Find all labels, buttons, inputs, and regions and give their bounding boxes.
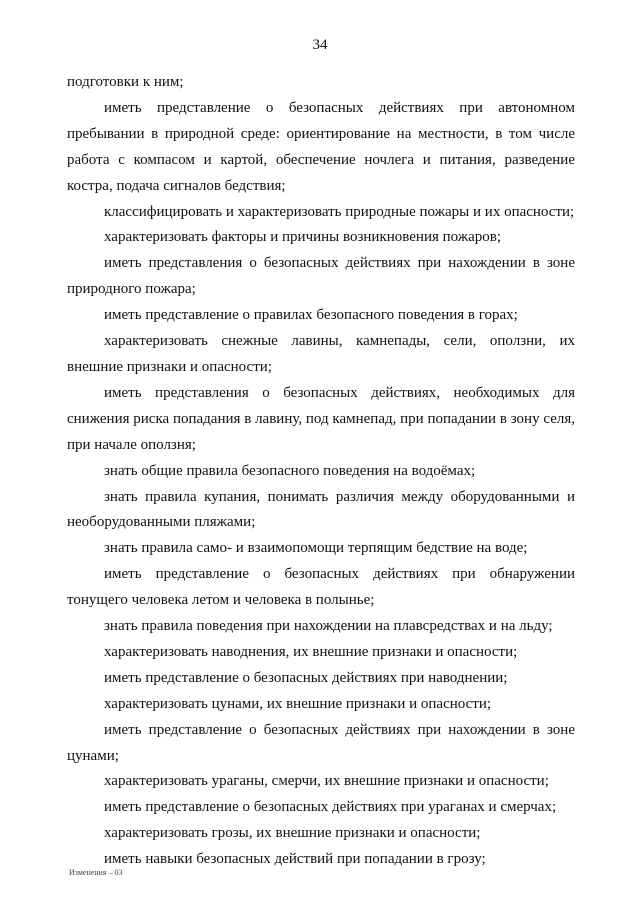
paragraph: иметь представления о безопасных действиях, необходимых для снижения риска попадания в лавину, под камнепад, при попадании в зону селя, при начале оползня; xyxy=(67,384,575,453)
paragraph: характеризовать снежные лавины, камнепады, сели, оползни, их внешние признаки и опасности; xyxy=(67,333,575,375)
paragraph: характеризовать грозы, их внешние признаки и опасности; xyxy=(104,825,481,842)
paragraph: иметь представление о безопасных действиях при автономном пребывании в природной среде: ориентирование на местности, в том числе работа с компасом и картой, обеспечение ночлега и питания, разведение костра, подача сигналов бедствия; xyxy=(67,99,575,194)
paragraph: характеризовать цунами, их внешние признаки и опасности; xyxy=(104,695,492,712)
paragraph: знать общие правила безопасного поведения на водоёмах; xyxy=(104,462,476,479)
paragraph: подготовки к ним; xyxy=(67,74,184,90)
paragraph: иметь представление о безопасных действиях при ураганах и смерчах; xyxy=(104,799,557,816)
paragraph: характеризовать ураганы, смерчи, их внешние признаки и опасности; xyxy=(104,773,549,790)
paragraph: иметь представление о правилах безопасного поведения в горах; xyxy=(104,307,518,324)
paragraph: знать правила купания, понимать различия между оборудованными и необорудованными пляжами; xyxy=(67,488,575,531)
page-number: 34 xyxy=(312,37,328,53)
paragraph: знать правила поведения при нахождении на плавсредствах и на льду; xyxy=(104,618,553,635)
paragraph: иметь представления о безопасных действиях при нахождении в зоне природного пожара; xyxy=(67,255,575,298)
paragraph: иметь навыки безопасных действий при попадании в грозу; xyxy=(104,851,486,868)
paragraph: классифицировать и характеризовать природные пожары и их опасности; xyxy=(104,203,575,220)
paragraph: иметь представление о безопасных действиях при обнаружении тонущего человека летом и человека в полынье; xyxy=(67,566,575,609)
body-text xyxy=(67,70,575,873)
paragraph: иметь представление о безопасных действиях при наводнении; xyxy=(104,669,508,686)
paragraph: иметь представление о безопасных действиях при нахождении в зоне цунами; xyxy=(67,721,575,764)
paragraph: характеризовать наводнения, их внешние признаки и опасности; xyxy=(104,643,518,660)
footer-note: Изменения – 03 xyxy=(69,868,123,877)
paragraph: знать правила само- и взаимопомощи терпящим бедствие на воде; xyxy=(104,540,528,557)
paragraph: характеризовать факторы и причины возникновения пожаров; xyxy=(104,229,502,246)
